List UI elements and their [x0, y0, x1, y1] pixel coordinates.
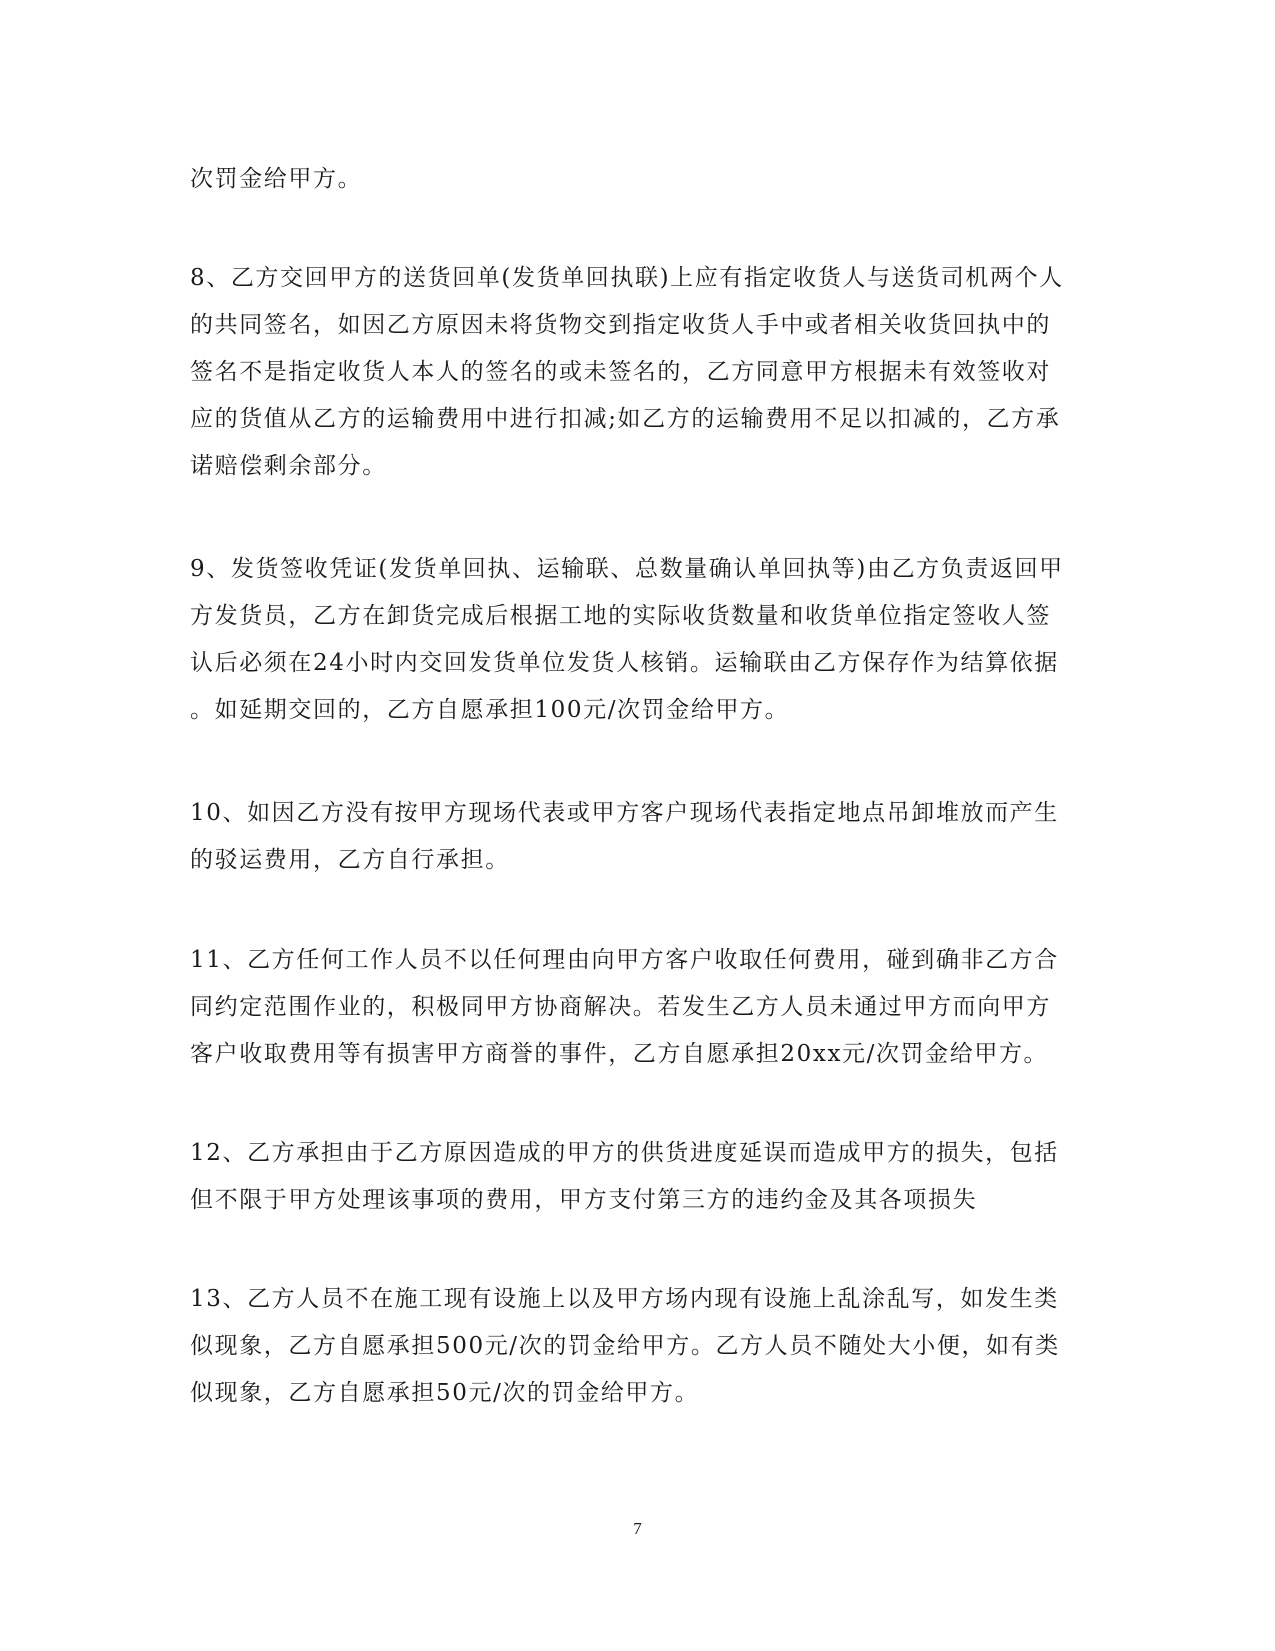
clause-9 — [190, 546, 1070, 734]
text-line: 方发货员，乙方在卸货完成后根据工地的实际收货数量和收货单位指定签收人签 — [190, 603, 1051, 629]
text-line: 8、乙方交回甲方的送货回单(发货单回执联)上应有指定收货人与送货司机两个人 — [190, 265, 1064, 291]
clause-11 — [190, 937, 1070, 1078]
paragraph-continuation — [190, 156, 1070, 203]
text-line: 签名不是指定收货人本人的签名的或未签名的，乙方同意甲方根据未有效签收对 — [190, 359, 1051, 385]
text-line: 。如延期交回的，乙方自愿承担100元/次罚金给甲方。 — [190, 697, 790, 723]
text-line: 但不限于甲方处理该事项的费用，甲方支付第三方的违约金及其各项损失 — [190, 1187, 978, 1213]
text-line: 12、乙方承担由于乙方原因造成的甲方的供货进度延误而造成甲方的损失，包括 — [190, 1140, 1059, 1166]
text-line: 11、乙方任何工作人员不以任何理由向甲方客户收取任何费用，碰到确非乙方合 — [190, 947, 1059, 973]
text-line: 13、乙方人员不在施工现有设施上以及甲方场内现有设施上乱涂乱写，如发生类 — [190, 1286, 1059, 1312]
text-line: 似现象，乙方自愿承担500元/次的罚金给甲方。乙方人员不随处大小便，如有类 — [190, 1333, 1060, 1359]
text-line: 10、如因乙方没有按甲方现场代表或甲方客户现场代表指定地点吊卸堆放而产生 — [190, 800, 1059, 826]
page-number: 7 — [633, 1519, 642, 1538]
clause-10 — [190, 790, 1070, 884]
clause-13 — [190, 1276, 1070, 1417]
text-line: 的共同签名，如因乙方原因未将货物交到指定收货人手中或者相关收货回执中的 — [190, 312, 1051, 338]
text-line: 诺赔偿剩余部分。 — [190, 453, 387, 479]
text-line: 应的货值从乙方的运输费用中进行扣减;如乙方的运输费用不足以扣减的，乙方承 — [190, 406, 1061, 432]
text-line: 的驳运费用，乙方自行承担。 — [190, 847, 510, 873]
text-line: 客户收取费用等有损害甲方商誉的事件，乙方自愿承担20xx元/次罚金给甲方。 — [190, 1041, 1049, 1067]
clause-8 — [190, 255, 1070, 490]
text-line: 次罚金给甲方。 — [190, 166, 363, 192]
text-line: 同约定范围作业的，积极同甲方协商解决。若发生乙方人员未通过甲方而向甲方 — [190, 994, 1051, 1020]
clause-12 — [190, 1130, 1070, 1224]
text-line: 似现象，乙方自愿承担50元/次的罚金给甲方。 — [190, 1380, 700, 1406]
text-line: 9、发货签收凭证(发货单回执、运输联、总数量确认单回执等)由乙方负责返回甲 — [190, 556, 1064, 582]
text-line: 认后必须在24小时内交回发货单位发货人核销。运输联由乙方保存作为结算依据 — [190, 650, 1059, 676]
